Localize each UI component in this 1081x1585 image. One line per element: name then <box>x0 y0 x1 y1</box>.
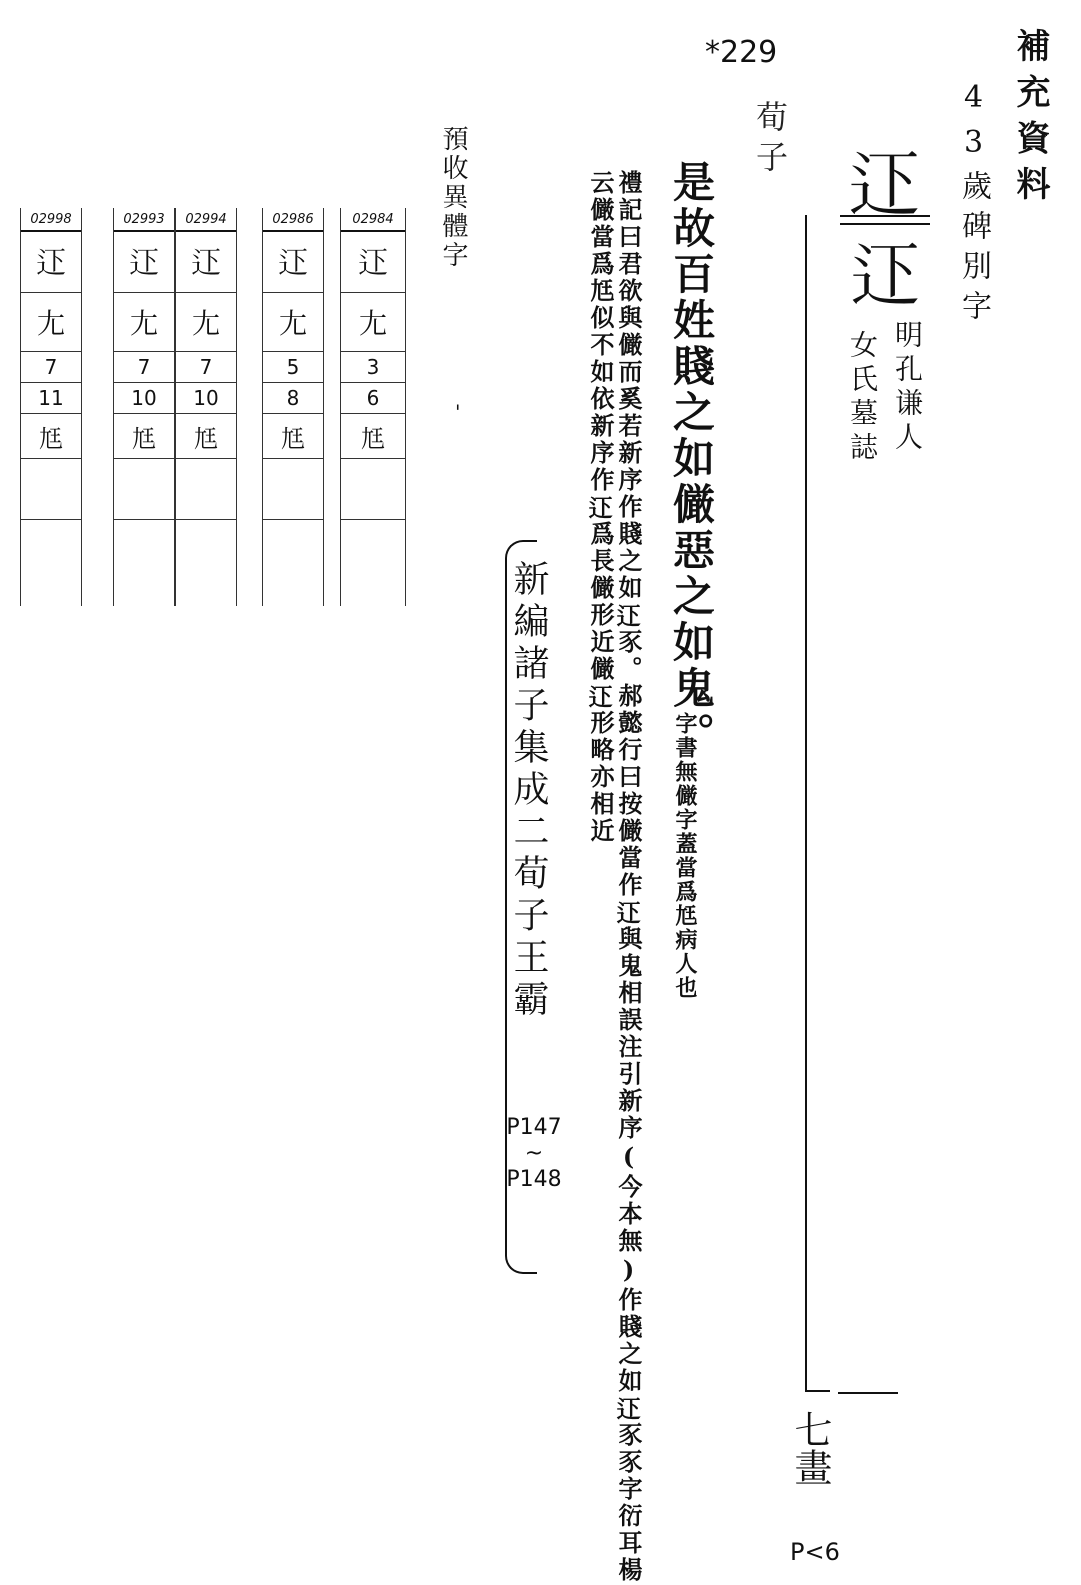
slip-number-1: 5 <box>263 352 323 383</box>
slip-char: 𨑜 <box>176 232 236 293</box>
slip-number-2: 11 <box>21 383 81 414</box>
slip-blank <box>114 459 174 520</box>
slip-id: 02984 <box>341 208 405 232</box>
slip-blank <box>176 459 236 520</box>
slip-number-2: 10 <box>176 383 236 414</box>
slip-char: 𨑜 <box>263 232 323 293</box>
slip-number-1: 7 <box>21 352 81 383</box>
slip-radical: 尢 <box>263 293 323 352</box>
slip-number-2: 10 <box>114 383 174 414</box>
origin-line-2: 女氏墓誌 <box>846 330 879 466</box>
head-character: 𨑜 <box>848 143 921 227</box>
slip-char: 𨑜 <box>21 232 81 293</box>
slip-radical: 尢 <box>21 293 81 352</box>
slip-blank <box>21 459 81 520</box>
stroke-count: 七畫 <box>788 1410 832 1486</box>
slip-blank <box>263 459 323 520</box>
slip-id: 02994 <box>176 208 236 232</box>
slip-char-2: 尪 <box>263 414 323 459</box>
slip-blank <box>176 520 236 606</box>
slip-radical: 尢 <box>114 293 174 352</box>
bottom-rule-left <box>805 1390 830 1392</box>
slip-char: 𨑜 <box>114 232 174 293</box>
slip-blank <box>341 459 405 520</box>
slip-char-2: 尪 <box>114 414 174 459</box>
slip-id: 02993 <box>114 208 174 232</box>
slip-char-2: 尪 <box>341 414 405 459</box>
pending-variants-label: 預收異體字 <box>438 125 468 270</box>
slip-blank <box>341 520 405 606</box>
source-title: 43歲碑別字 <box>956 80 991 330</box>
variant-character: 𨑜 <box>850 235 920 317</box>
slip-blank <box>263 520 323 606</box>
slip-blank <box>21 520 81 606</box>
slip-number-1: 7 <box>176 352 236 383</box>
slip-id: 02998 <box>21 208 81 232</box>
slip-id: 02986 <box>263 208 323 232</box>
commentary-text: 禮記曰君欲與𠑊而奚若新序作賤之如𨑜豕。郝懿行曰按𠑊當作𨑜與鬼相誤注引新序(今本無)作賤之如𨑜豕豕字衍耳楊云𠑊當爲尪似不如依新序作𨑜爲長𠑊形近𠑊𨑜形略亦相近 <box>586 170 643 1584</box>
book-pages: P147 ~ P148 <box>506 1115 562 1192</box>
slip-blank <box>114 520 174 606</box>
vertical-rule <box>805 215 807 1390</box>
double-rule <box>840 215 930 225</box>
page-reference: P<6 <box>790 1538 840 1566</box>
entry-number: *229 <box>705 35 778 70</box>
slip-number-1: 7 <box>114 352 174 383</box>
slip-card <box>113 208 175 606</box>
book-citation: 新編諸子集成二荀子王霸 <box>508 560 549 1022</box>
supplement-label: 補充資料 <box>1010 28 1050 212</box>
quoted-sentence: 是故百姓賤之如𠑊惡之如鬼。 <box>667 160 716 758</box>
sentence-annotation: 字書無𠑊字蓋當爲尪病人也 <box>672 712 698 1000</box>
slip-number-2: 8 <box>263 383 323 414</box>
bottom-rule-right <box>838 1392 898 1394</box>
origin-line-1: 明孔谦人 <box>891 320 924 456</box>
slip-card <box>262 208 324 606</box>
slip-number-1: 3 <box>341 352 405 383</box>
slip-char-2: 尪 <box>21 414 81 459</box>
slip-char: 𨑜 <box>341 232 405 293</box>
slip-card <box>340 208 406 606</box>
slip-card <box>175 208 237 606</box>
handwritten-source: 荀子 <box>751 100 789 180</box>
tick-mark: ' <box>455 400 461 424</box>
slip-radical: 尢 <box>176 293 236 352</box>
slip-card <box>20 208 82 606</box>
slip-char-2: 尪 <box>176 414 236 459</box>
slip-number-2: 6 <box>341 383 405 414</box>
slip-radical: 尢 <box>341 293 405 352</box>
